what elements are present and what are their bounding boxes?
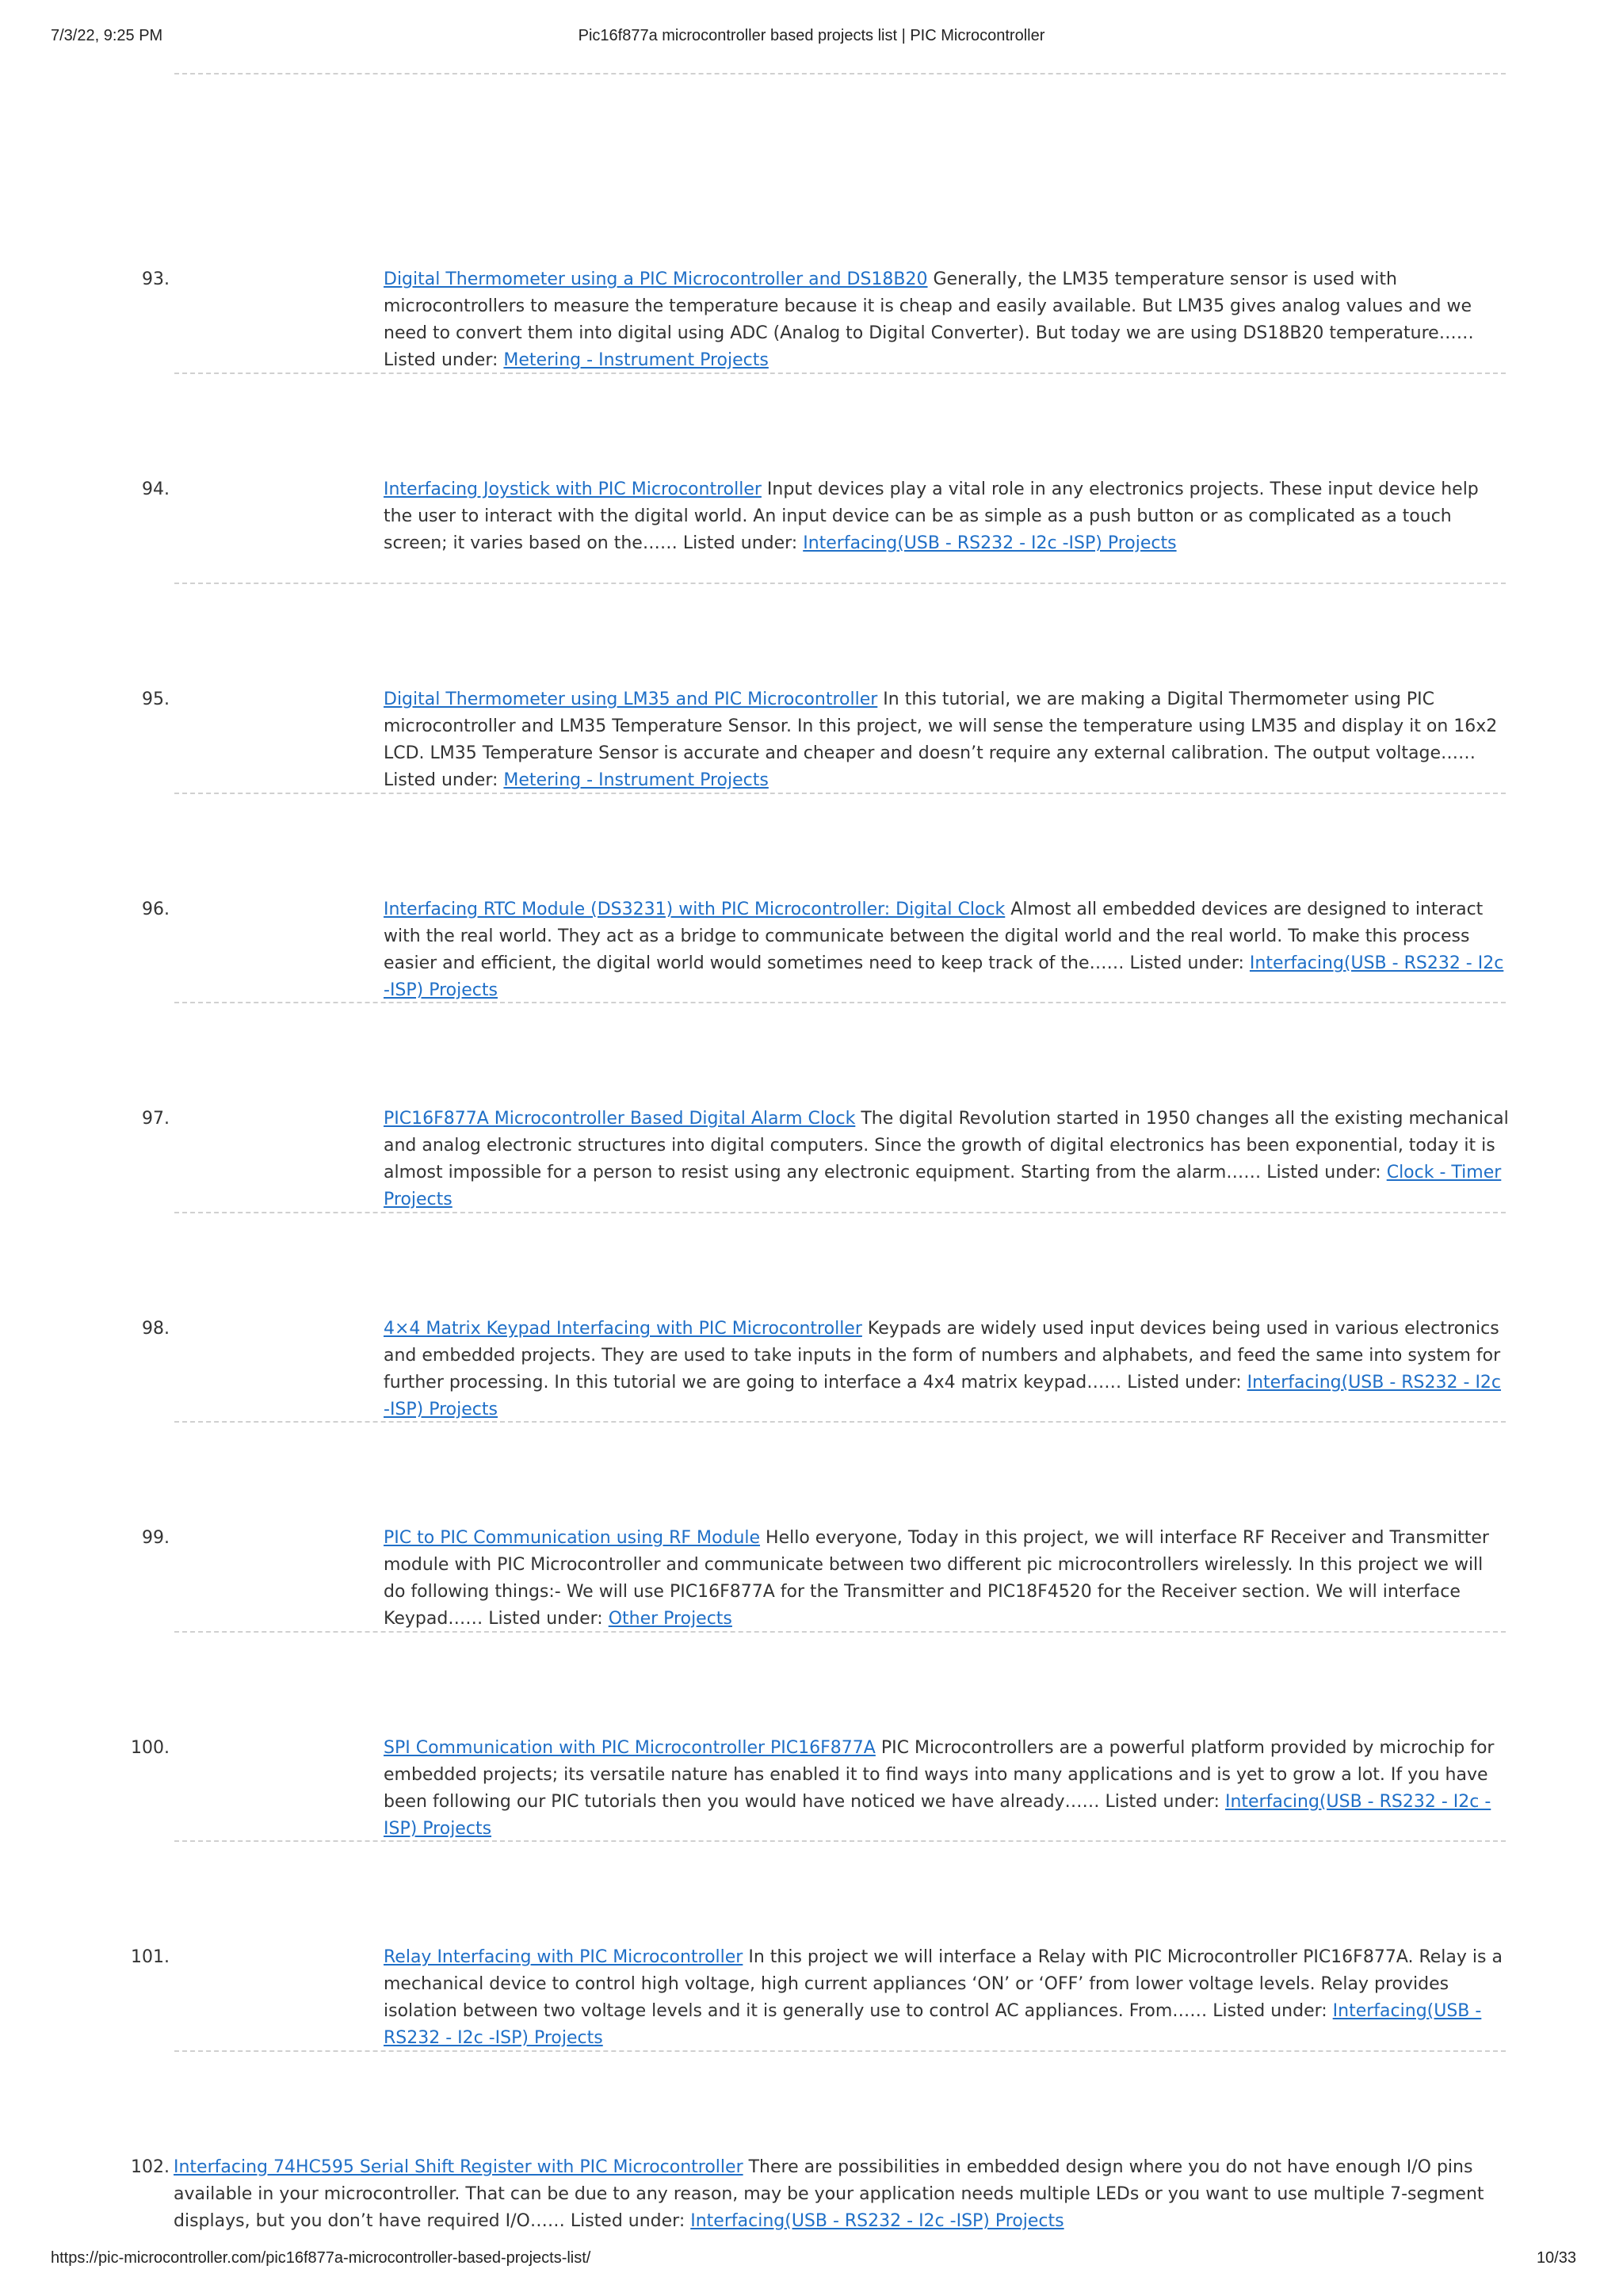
item-body [384, 896, 1509, 1004]
print-header [0, 0, 1623, 48]
separator [174, 1631, 1506, 1633]
item-body [384, 1944, 1509, 2052]
project-title-link[interactable]: PIC16F877A Microcontroller Based Digital Alarm Clock [384, 1109, 856, 1129]
separator [174, 372, 1506, 374]
item-body [384, 1316, 1509, 1423]
project-title-link[interactable]: Digital Thermometer using a PIC Microcontroller and DS18B20 [384, 269, 928, 289]
separator [174, 1421, 1506, 1423]
item-body [384, 686, 1509, 794]
category-link[interactable]: Interfacing(USB - RS232 - I2c -ISP) Projects [384, 2001, 1482, 2048]
project-title-link[interactable]: Interfacing RTC Module (DS3231) with PIC Microcontroller: Digital Clock [384, 900, 1006, 919]
item-description: The digital Revolution started in 1950 changes all the existing mechanical and analog electronic structures into digital computers. Since the growth of digital electronics has been exponential, today it is almost impossible for a person to resist using any electronic equipment. Starting from the alarm…… Listed under: [384, 1109, 1509, 1182]
page-number: 10/33 [1536, 2249, 1576, 2267]
category-link[interactable]: Interfacing(USB - RS232 - I2c -ISP) Projects [690, 2211, 1064, 2231]
item-description: In this tutorial, we are making a Digital Thermometer using PIC microcontroller and LM35 Temperature Sensor. In this project, we will sense the temperature using LM35 and display it on 16x2 LCD. LM35 Temperature Sensor is accurate and cheaper and doesn’t require any external calibration. The output voltage…… Listed under: [384, 690, 1498, 790]
separator [174, 1002, 1506, 1003]
project-title-link[interactable]: Digital Thermometer using LM35 and PIC Microcontroller [384, 690, 878, 709]
item-number: 101. [131, 1947, 170, 1967]
print-footer [0, 2249, 1623, 2281]
separator [174, 73, 1506, 74]
item-number: 102. [131, 2157, 170, 2177]
item-number: 96. [142, 900, 170, 919]
page-title: Pic16f877a microcontroller based projects list | PIC Microcontroller [578, 27, 1045, 44]
separator [174, 583, 1506, 584]
separator [174, 2050, 1506, 2052]
item-number: 100. [131, 1738, 170, 1758]
item-description: PIC Microcontrollers are a powerful platform provided by microchip for embedded projects; its versatile nature has enabled it to find ways into many applications and is yet to grow a lot. If you have been following our PIC tutorials then you would have noticed we have already…… Listed under: [384, 1738, 1495, 1812]
separator [174, 793, 1506, 794]
category-link[interactable]: Other Projects [608, 1609, 732, 1629]
item-body [384, 1525, 1509, 1633]
item-number: 95. [142, 690, 170, 709]
project-title-link[interactable]: Relay Interfacing with PIC Microcontroller [384, 1947, 743, 1967]
item-number: 99. [142, 1528, 170, 1548]
item-description: Input devices play a vital role in any electronics projects. These input device help the user to interact with the digital world. An input device can be as simple as a push button or as complicated as a touch screen; it varies based on the…… Listed under: [384, 479, 1479, 553]
category-link[interactable]: Metering - Instrument Projects [503, 350, 769, 370]
separator [174, 1212, 1506, 1213]
project-title-link[interactable]: SPI Communication with PIC Microcontroller PIC16F877A [384, 1738, 876, 1758]
project-title-link[interactable]: Interfacing Joystick with PIC Microcontroller [384, 479, 762, 499]
item-body [384, 476, 1509, 557]
category-link[interactable]: Interfacing(USB - RS232 - I2c -ISP) Projects [384, 953, 1504, 1000]
project-title-link[interactable]: 4×4 Matrix Keypad Interfacing with PIC Microcontroller [384, 1319, 862, 1339]
item-description: There are possibilities in embedded design where you do not have enough I/O pins available in your microcontroller. That can be due to any reason, may be your application needs multiple LEDs or you want to use multiple 7-segment displays, but you don’t have required I/O…… Listed under: [174, 2157, 1484, 2231]
item-number: 93. [142, 269, 170, 289]
category-link[interactable]: Interfacing(USB - RS232 - I2c -ISP) Projects [384, 1792, 1491, 1839]
item-description: Hello everyone, Today in this project, we will interface RF Receiver and Transmitter module with PIC Microcontroller and communicate between two different pic microcontrollers wirelessly. In this project we will do following things:- We will use PIC16F877A for the Transmitter and PIC18F4520 for the Receiver section. We will interface Keypad…… Listed under: [384, 1528, 1489, 1629]
print-date: 7/3/22, 9:25 PM [51, 27, 163, 44]
item-description: Generally, the LM35 temperature sensor is used with microcontrollers to measure the temperature because it is cheap and easily available. But LM35 gives analog values and we need to convert them into digital using ADC (Analog to Digital Converter). But today we are using DS18B20 temperature…… Listed under: [384, 269, 1474, 370]
page-url: https://pic-microcontroller.com/pic16f877a-microcontroller-based-projects-list/ [51, 2249, 591, 2267]
item-body [384, 266, 1509, 374]
separator [174, 1840, 1506, 1842]
project-title-link[interactable]: Interfacing 74HC595 Serial Shift Register with PIC Microcontroller [174, 2157, 743, 2177]
item-body [384, 1735, 1509, 1843]
project-title-link[interactable]: PIC to PIC Communication using RF Module [384, 1528, 761, 1548]
category-link[interactable]: Clock - Timer Projects [384, 1163, 1502, 1209]
item-description: Keypads are widely used input devices being used in various electronics and embedded projects. They are used to take inputs in the form of numbers and alphabets, and feed the same into system for further processing. In this tutorial we are going to interface a 4x4 matrix keypad…… Listed under: [384, 1319, 1501, 1392]
item-number: 98. [142, 1319, 170, 1339]
item-body [384, 1106, 1509, 1213]
item-description: In this project we will interface a Relay with PIC Microcontroller PIC16F877A. Relay is a mechanical device to control high voltage, high current appliances ‘ON’ or ‘OFF’ from lower voltage levels. Relay provides isolation between two voltage levels and it is generally use to control AC appliances. From…… Listed under: [384, 1947, 1503, 2021]
item-body [174, 2154, 1509, 2235]
category-link[interactable]: Interfacing(USB - RS232 - I2c -ISP) Projects [803, 533, 1177, 553]
item-description: Almost all embedded devices are designed to interact with the real world. They act as a bridge to communicate between the digital world and the real world. To make this process easier and efficient, the digital world would sometimes need to keep track of the…… Listed under: [384, 900, 1484, 973]
item-number: 94. [142, 479, 170, 499]
category-link[interactable]: Metering - Instrument Projects [503, 770, 769, 790]
category-link[interactable]: Interfacing(USB - RS232 - I2c -ISP) Projects [384, 1373, 1502, 1419]
item-number: 97. [142, 1109, 170, 1129]
